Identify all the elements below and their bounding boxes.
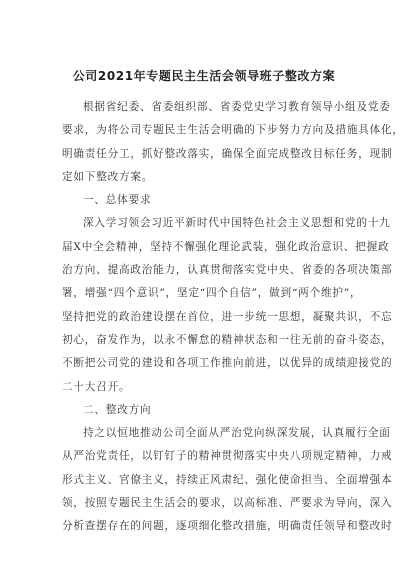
paragraph-line: 深入学习领会习近平新时代中国特色社会主义思想和党的十九 bbox=[83, 217, 391, 230]
paragraph-line: 形式主义、官僚主义，持续正风肃纪、强化使命担当、全面增强本 bbox=[62, 473, 393, 486]
section-heading-direction: 二、整改方向 bbox=[83, 403, 152, 416]
paragraph-line: 初心，奋发作为，以永不懈怠的精神状态和一往无前的奋斗姿态， bbox=[62, 333, 393, 346]
paragraph-line: 领，按照专题民主生活会的要求，以高标准、严要求为导向，深入 bbox=[62, 497, 393, 510]
document-title: 公司2021年专题民主生活会领导班子整改方案 bbox=[72, 69, 336, 83]
paragraph-line: 二十大召开。 bbox=[62, 380, 131, 393]
paragraph-line: 届X中全会精神，坚持不懈强化理论武装，强化政治意识、把握政 bbox=[62, 240, 390, 253]
paragraph-line: 定如下整改方案。 bbox=[62, 170, 154, 183]
paragraph-line: 从严治党责任，以钉钉子的精神贯彻落实中央八项规定精神，力戒 bbox=[62, 450, 393, 463]
paragraph-line: 明确责任分工，抓好整改落实，确保全面完成整改目标任务，现制 bbox=[62, 147, 393, 160]
paragraph-line: 坚持把党的政治建设摆在首位，进一步统一思想，凝聚共识，不忘 bbox=[62, 310, 393, 323]
paragraph-line: 根据省纪委、省委组织部、省委党史学习教育领导小组及党委 bbox=[83, 101, 391, 113]
paragraph-line: 不断把公司党的建设和各项工作推向前进，以优异的成绩迎接党的 bbox=[62, 357, 393, 370]
paragraph-line: 署，增强“四个意识”，坚定“四个自信”，做到“两个维护”， bbox=[62, 287, 362, 300]
paragraph-line: 分析查摆存在的问题，逐项细化整改措施，明确责任领导和整改时 bbox=[62, 520, 393, 533]
paragraph-line: 要求，为将公司专题民主生活会明确的下步努力方向及措施具体化， bbox=[62, 124, 404, 137]
paragraph-line: 持之以恒地推动公司全面从严治党向纵深发展，认真履行全面 bbox=[83, 427, 391, 440]
paragraph-line: 治方向、提高政治能力，认真贯彻落实党中央、省委的各项决策部 bbox=[62, 264, 393, 277]
intro-paragraph bbox=[62, 96, 404, 539]
section-heading-general: 一、总体要求 bbox=[83, 194, 152, 207]
